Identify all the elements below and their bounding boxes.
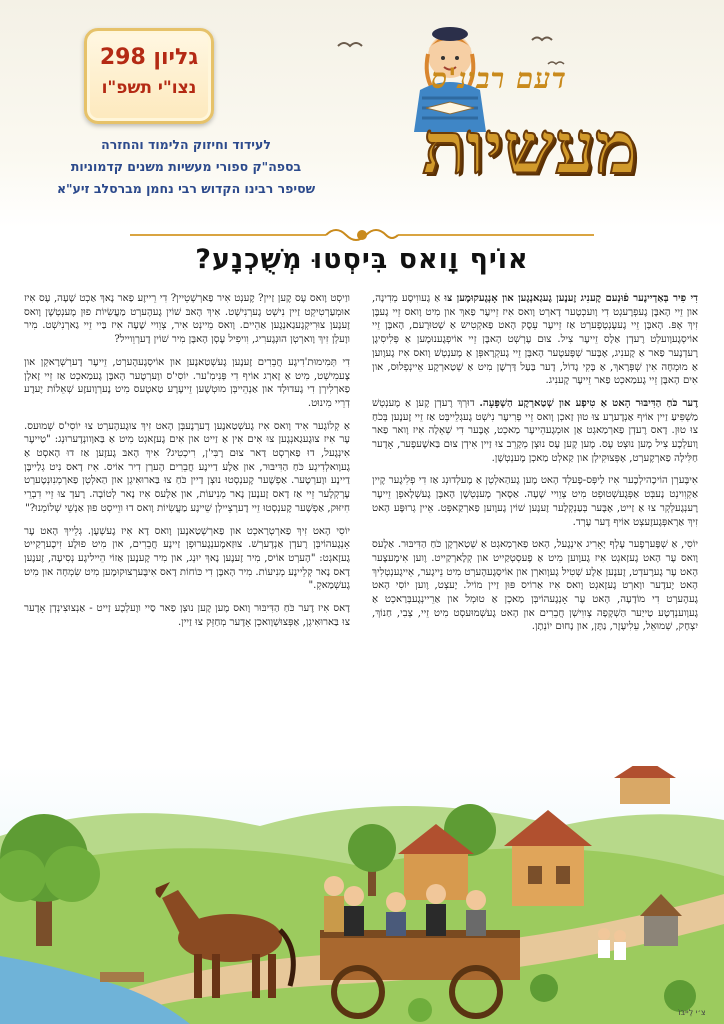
article-paragraph — [24, 292, 350, 347]
article-title: אוֹיף וָואס בִּיסְטוּ מְשֻׁכְנָע? — [195, 244, 529, 275]
paragraph-text: דָאס אִיז דֶער כֹּחַ הַדִּיבּוּר וָואס מֶען קֶען נוּצְן פַאר סַיי ווֶעלְכֶע זַייט - אַנְצוּצִינְדְן אָדֶער צוּ בַּארוּאִיגְן, אַפְּצוּשְׁוָואכְן אָדֶער מְחַזֵּק צוּ זַיין. — [24, 603, 350, 628]
series-subtitle: דעם רבינ'ס — [431, 62, 567, 95]
house — [512, 844, 584, 906]
paragraph-text: יוֹסִי הָאט זִיךְ פַארְטְרַאכְט און פַארְשְׁטַאנֶען וָואס דָא אִיז גֶעשְׁעֶן. גְלֵייךְ הָאט עֶר אָנְגֶעהוֹיבְּן רֶעדְן אַנְדֶערְשׁ. צוּזַאמֶענְגֶערוּפְן זַיינֶע חֲבֵרִים, און מִיט פוּלֶע זִיכֶערְקַייט גֶעזָאגְט: "הֶערְט אוֹיס, מִיר זֶענֶען נָאךְ יוּנְג, און מִיר קֶענֶען אַזוֹי הֵייליגֶע נְסִיעָה, זֶענֶען דָאס נָאר קְלֵיינֶע מְנִיעוֹת. מִיר הָאבֶּן דִי כּוֹחוֹת דָאס אִיבֶּערְצוּקוּמֶען מִיט שִׂמְחָה און מִיט גֶעשְׁמַאקְ." — [24, 525, 350, 592]
subtitle-line: שסיפר רבינו הקדוש רבי נחמן מברסלב זיע"א — [56, 181, 316, 196]
paragraph-text: אִיבֶּערְן הוֹיכֶהילְכֶער אִיז לַיפְּס-פֶעלְד הָאט מֶען גֶעהַאלְטְן אַ מֶעלְדוּנְג אַז דִי פְלִיגֶער קֶיין אַקְוִוינְט נָעבְּט אַפְּגֶעשְׁטוּפְט מִיט צְוֵויי שָׁעָה. אַסָאך מֶענְטְשֶׁן הָאבֶּן גֶעשְׁלָאפְן זֵייעֶר רֶענְגֶעלְקְר צוּ אַ זַייט, אָבֶּער בְּעַנְקְלֶער זֶענֶען שׁוֹין גֶעוֶוען פַארְקַאפְּט. אֵיין גְרוּפֶּע הָאט זִיךְ אַרָאפְּגֶעזֶעצְט אוֹיף דֶער עֶרְד. — [372, 475, 698, 528]
paragraph-text: דִי תְּמִימוּת'דִיגֶע חֲבֵרִים זֶענֶען גֶעשְׁטַאנֶען און אוֹיסְגֶעהֶערְט, זֵייעֶר דֶערְשְׁרָאקְן און צֶעמִישְׁט, מִיט אַ זָארְג אוֹיף דִי פְּנִימִ'ער. יוֹסִי'ס ווֶערְטֶער הָאבֶּן גֶעמַאכְט אַז זֵיי זָאלְן פַארְלִירְן דִי גֶעדוּלְד און אַנְהֵייבְּן מוּטְשֶׁען זֵייעֶרֶע טַאטֶעס מִיט נֶערְוֶועזֶע שְׁאֵלוֹת יֶעדֶע דְרֵיי מִינוּט. — [24, 356, 350, 409]
masthead — [0, 0, 724, 228]
article-paragraph — [372, 397, 698, 466]
issue-badge — [84, 28, 214, 124]
paragraph-lead: דִי פִיר בְּאַדְיינֶער פֿוּנְעם קֶענִיג זֶענֶען גֶעגַאנְגֶען און אָנְגֶעקוּמֶען צוּ — [444, 293, 698, 304]
illustrator-credit: צ׳י לֵייבּוֹ — [678, 1008, 706, 1017]
well — [644, 916, 678, 946]
paragraph-text: אַ גֶעווִיסֶע מְדִינָה, און זֵיי הָאבֶּן גֶעפְרֶעגְט דִי וָועכְטֶער דָארְט וָואס אִיז זֵייעֶר פַאךְ און מִיט וָואס זֵיי גֶעבֶּן זִיךְ אָפּ. הָאבֶּן זֵיי גֶעעֶנְטְפֶערְט אַז זֵייעֶר עֵסֶק הָאט פַאקְטִיש אַ שְׁטוּרֶעם, הָאבֶּן זֵיי אוֹיסְגֶעוָועלְט רֶעדְן אַלֶס זֵייעֶר צִיל. צוּם עֶרְשְׁט הָאבֶּן זֵיי אוֹיפְגֶענוּמֶען אַ פְּלִיסִיגֶן רֶעדְנֶער פַאר אַ קֶענִיג, אָבֶּער שְׁפֶּעטֶער הָאבֶּן זֵיי גֶעקְרָאפְּן אַ מֶענְטְשׁ וָואס אִיז גֶעוֶוען אַ מוּמְחֶה אִין שְׁפְּרָאךְ, אַ בָּקִי גָדוֹל, דֶער בַּעַל דַּרְשָׁן מִיט אַ שְׁטַארְקֶע אֵיינְפְלוּס, און אִים הָאבֶּן זֵיי גֶעמַאכְט פַאר זֵייעֶר קֶענִיג. — [372, 293, 698, 387]
subtitle-line: בספה"ק ספורי מעשיות משנים קדמוניות — [70, 159, 302, 174]
bridge — [100, 972, 144, 982]
series-title: מעשיות — [422, 105, 638, 190]
bird-icon — [532, 38, 552, 41]
subtitle-line: לעידוד וחיזוק הלימוד והחזרה — [101, 137, 271, 152]
article-paragraph — [372, 474, 698, 529]
article-paragraph — [24, 602, 350, 629]
masthead-subtitle — [36, 134, 336, 200]
article-column-left — [24, 292, 350, 638]
paragraph-text: יוֹסִי, אַ שְׁפֶּערְפֶער עֶלְף יָאָרִיג אִינְגֶעל, הָאט פַארְמַאגְט אַ שְׁטַארְקֶן כֹּחַ הַדִּיבּוּר. אַלֶעס וָואס עֶר הָאט גֶעזָאגְט אִיז גֶעוֶוען מִיט אַ פֶעסְטְקַייט און קְלָארְקַייט. וֶוען אִימֶעצֶער הָאט עֶר גֶערֶעדְט, זֶענֶען אַלֶע שְׁטִיל גֶעוָוארְן און אוֹיסְגֶעהֶערְט מִיט נֵייגֶער, אֵייגֶענְטְלִיךְ הָאט יֶעדֶער ווָארְט גֶעזָאגְט וָואס אִיז אַרוֹיס פּוּן זַיין מוֹיל. יָעצְט, וֶוען יוֹסִי הָאט גֶעהֶערְט דִי מוֹדָעָה, הָאט עֶר אָנְגֶעהוֹיבְּן מַאכְן אַ טוּמְל און אַרֵיינְגֶעבְּרַאכְט אַ גֶעוָוענְדְטֶע טַייַער הַשְׁקָפָה צְווִישְׁן חֲבֵרִים און הָאט גֶעשְׁמוּעסְט מִיט זֵיי, צְבִי, חַנוֹךְ, יִצְחָק, שְׁמוּאֵל, עֵלִיעֶזֶר, נַתָּן, און נָחוּם יוֹנְתָן. — [372, 539, 698, 633]
paragraph-text: ווַיסְט וָואס עֶס קֶען זַיין? קֶענְט אִיר פַארְשְׁטֵיין? דִי רֵייזֶע פַאר נָאךְ אַכְט שָׁעָה, עֶס אִיז אוּמְעַרְטִיקְט זַיין נִישְׁט גֶערְנִישְׁט. אִיךְ הָאבּ שׁוֹין גֶעהֶערְט מַעֲשִׂיוֹת פוּן מֶענְטְשֶׁן וָואס זֶענֶען צוּרִיקְגֶעגַאנְגֶען אַהֵיים. וָואס מֵיינְט אִיר, צְוֵויי שָׁעָה אִיז בַּיי זֵיי גַארְנִישְׁט. מִיר ווָעלְן זִיךְ וָוארְטְן הוּנְגֶערִיג, וִויפִיל עֶסְן הָאבֶּן מִיר שׁוֹין דֶערְוֵוייל? — [24, 293, 350, 346]
article-paragraph — [24, 356, 350, 411]
village-wagon-illustration — [0, 766, 724, 1024]
issue-date: נצו"י תשפ"ו — [101, 78, 197, 98]
paragraph-text: דוּרְךְ רֶעדְן קֶען אַ מֶענְטְשׁ מַשְׁפִּיעַ זַיין אוֹיף אַנְדֶערֶע צוּ טוּן זַאכְן וָואס זֵיי פְרִיעֶר נִישְׁט גֶעגְלֵייבְּט אַז זֵיי זֶענֶען בְּכֹחַ צוּ טוּן. דָאס רֶעדְן פַארְמַאגְט אַן אוּמְגֶעהֵייעֶר מַאכְט, אָבֶּער דִי שְׁאֵלָה אִיז וָואר פַאר וָועלְכֶע צִיל מֶען נוּצְט עֶס. מֶען קֶען עֶס נוּצְן מְקָרֵב צוּ זַיין אִידְן צוּם בַּאשֶׁעפֶער, אָדֶער חַלִּילָה פַארְקֶערְט, אָפְּצוּקִילְן און קַאלְט מַאכְן מֶענְטְשֶׁן. — [372, 397, 698, 464]
article-paragraph — [372, 292, 698, 388]
article-paragraph — [24, 525, 350, 594]
article-paragraph — [372, 538, 698, 634]
paragraph-text: אַ קְלוֹגֶער אִיד וָואס אִיז גֶעשְׁטַאנֶען דֶערְנֶעבְּן הָאט זִיךְ צוּגֶעהֶערְט צוּ יוֹסִי'ס שְׁמוּעס. עֶר אִיז צוּגֶעגַאנְגֶען צוּ אִים אִין אַ זַייט און אִים גֶעזָאגְט מִיט אַ בַּאוָוונְדֶערוּנְג: "טַייעֶר אִינְגֶעל, דוּ פַארְסְט דַאר צוּם רֶבִּי'ן, רִיכְטִיג? אִיךְ הָאבּ גֶעזֶען אַז דוּ הָאסְט אַ גֶעוָואלְדִיגְע כֹּחַ הַדִּיבּוּר, און אַלֶע דַיינֶע חֲבֵרִים הֶערְן דִיר אוֹיס. אִיז דָאס נִיט גְלַייבֶּן דַיינֶע ווָערְטֶער. אַפְשֶׁער קֶענְסְטוּ נוּצְן דַיין כֹּחַ צוּ בַּארוּאִיגְן און הַאלְטְן פַארְמְנִוּנְטֶערְט עֶרְקְלֶער זֵיי אַז דָאס זֶענֶען נָאר מְנִיעוֹת, און אַלֶעס אִיז נָאר לְטוֹבָה. רֶעדְ צוּ זֵיי דִבְרֵי חִיזּוּק, אַפְשֶׁער קֶענְסְטוּ זֵיי דֶערְצֵיילְן שֵׁיינֶע מַעֲשִׂיוֹת וָואס דוּ ווֵייסְט פוּן אַנְשֵׁי שְׁלוֹמֵנוּ?" — [24, 420, 350, 514]
article-paragraph — [24, 420, 350, 516]
issue-number: גליון 298 — [99, 45, 199, 70]
divider-ornament — [130, 226, 594, 244]
paragraph-lead: דֶער כֹּחַ הַדִּיבּוּר הָאט אַ טִיפְע און שְׁטַארְקֶע הַשְׁפָּעָה. — [479, 397, 698, 409]
bird-icon — [338, 43, 362, 46]
article-column-right — [372, 292, 698, 643]
